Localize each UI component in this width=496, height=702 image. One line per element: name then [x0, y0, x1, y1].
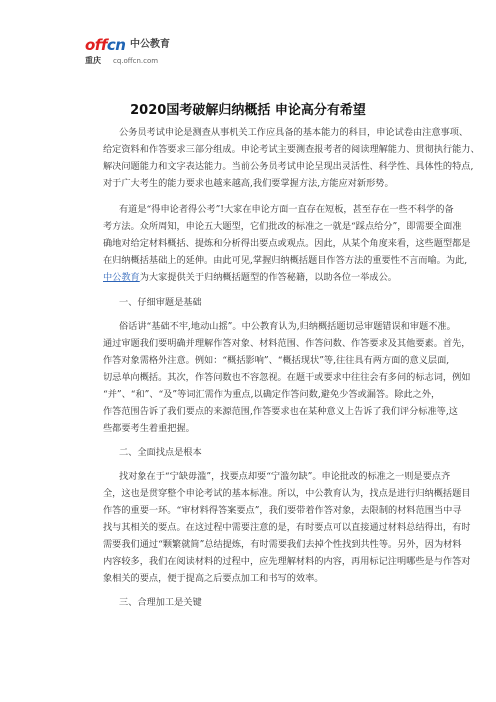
offcn-logo[interactable]	[85, 36, 195, 72]
logo-name-cn: 中公教育	[130, 39, 170, 50]
body-line: 象相关的要点，便于提高之后要点加工和书写的效率。	[103, 573, 324, 584]
body-line: 通过审题我们要明确并理解作答对象、材料范围、作答问数、作答要求及其他要素。首先，	[103, 338, 471, 349]
body-line: 解决问题能力和文字表达能力。当前公务员考试申论呈现出灵活性、科学性、具体性的特点,	[103, 161, 474, 172]
article-title: 2020国考破解归纳概括 申论高分有希望	[130, 103, 366, 118]
body-line-text: 为大家提供关于归纳概括题型的作答秘籍，以助各位一举成公。	[139, 272, 397, 283]
body-line: 确地对给定材料概括、提炼和分析得出要点或观点。因此，从某个角度来看，这些题型都是	[103, 238, 471, 249]
section-heading: 三、合理加工是关键	[119, 597, 202, 608]
offcn-link[interactable]: 中公教育	[103, 272, 140, 283]
logo-city: 重庆	[85, 56, 101, 65]
body-line: 公务员考试申论是测查从事机关工作应具备的基本能力的科目，申论试卷由注意事项、	[119, 127, 469, 138]
logo-brand-off: off	[85, 36, 107, 54]
body-line: 在归纳概括基础上的延伸。由此可见,掌握归纳概括题目作答方法的重要性不言而喻。为此,	[103, 255, 468, 266]
body-line: 作答对象需格外注意。例如：“概括影响”、“概括现状”等,往往具有两方面的意义层面,	[103, 355, 450, 366]
body-line: “并”、“和”、“及”等词汇需作为重点,以确定作答问数,避免少答或漏答。除此之外，	[103, 389, 441, 400]
body-line: 给定资料和作答要求三部分组成。申论考试主要测查报考者的阅读理解能力、贯彻执行能力、	[103, 144, 480, 155]
logo-brand-cn: cn	[106, 36, 126, 54]
logo-brand-text	[85, 36, 125, 54]
section-heading: 一、仔细审题是基础	[119, 297, 202, 308]
body-line: 有道是“得申论者得公考”!大家在申论方面一直存在短板，甚至存在一些不科学的备	[119, 204, 454, 215]
body-line: 找对象在于“宁缺毋滥”，找要点却要“宁滥勿缺”。申论批改的标准之一则是要点齐	[119, 471, 451, 482]
body-line: 内容较多，我们在阅读材料的过程中，应先理解材料的内容，再用标记注明哪些是与作答对	[103, 556, 471, 567]
logo-domain: cq.offcn.com	[113, 57, 159, 65]
body-line: 作答的重要一环。“审材料得答案要点”，我们要带着作答对象，去限制的材料范围当中寻	[103, 505, 462, 516]
body-line: 需要我们通过“颗繁就简”总结提炼，有时需要我们去掉个性找到共性等。另外，因为材料	[103, 539, 462, 550]
body-line: 俗话讲“基础不牢,地动山摇”。中公教育认为,归纳概括题切忌审题错误和审题不准。	[119, 321, 456, 332]
body-line	[103, 272, 397, 284]
section-heading: 二、全面找点是根本	[119, 447, 202, 458]
body-line: 切忌单向概括。其次，作答问数也不容忽视。在题干或要求中往往会有多问的标志词，例如	[103, 372, 471, 383]
body-line: 对于广大考生的能力要求也越来越高,我们要掌握方法,方能应对新形势。	[103, 178, 394, 189]
body-line: 找与其相关的要点。在这过程中需要注意的是，有时要点可以直接通过材料总结得出，有时	[103, 522, 471, 533]
body-line: 考方法。众所周知，申论五大题型，它们批改的标准之一就是“踩点给分”，即需要全面准	[103, 221, 462, 232]
body-line: 作答范围告诉了我们要点的来源范围,作答要求也在某种意义上告诉了我们评分标准等,这	[103, 406, 458, 417]
body-line: 些都要考生着重把握。	[103, 423, 195, 434]
body-line: 全，这也是贯穿整个申论考试的基本标准。所以，中公教育认为，找点是进行归纳概括题目	[103, 488, 471, 499]
